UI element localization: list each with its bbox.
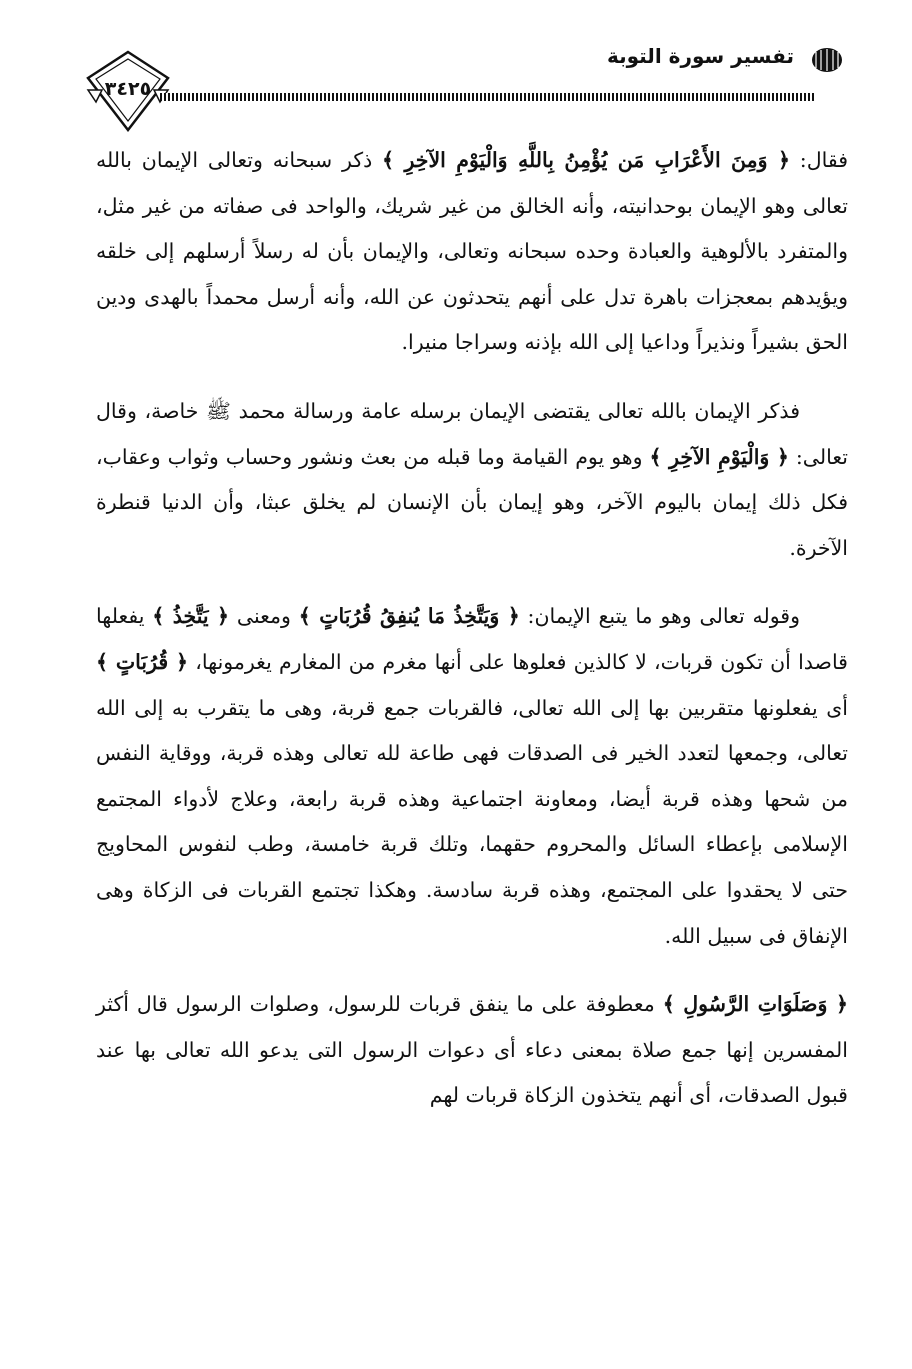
text-segment: أى يفعلونها متقربين بها إلى الله تعالى، فالقربات جمع قربة، وهى ما يتقرب به إلى الله تعالى، وجمعها لتعدد الخير فى الصدقات فهى طاعة لله تعالى وهذه قربة، ووقاية النفس من شحها وهذه قربة أيضا، ومعاونة اجتماعية وهذه قربة رابعة، وعلاج لأدواء المجتمع الإسلامى بإعطاء السائل والمحروم حقهما، وتلك قربة خامسة، وطب لنفوس المحاويج حتى لا يحقدوا على المجتمع، وهذه قربة سادسة. وهكذا تجتمع القربات فى الزكاة وهى الإنفاق فى سبيل الله. bbox=[96, 695, 848, 948]
text-segment: ومعنى bbox=[229, 604, 299, 629]
text-segment: ذكر سبحانه وتعالى الإيمان بالله تعالى وهو الإيمان بوحدانيته، وأنه الخالق من غير شريك، والواحد فى صفاته من غير مثل، والمتفرد بالألوهية والعبادة وحده سبحانه وتعالى، والإيمان بأن له رسلاً أرسلهم إلى خلقه ويؤيدهم بمعجزات باهرة تدل على أنهم يتحدثون عن الله، وأنه أرسل محمداً بالهدى ودين الحق بشيراً ونذيراً وداعيا إلى الله بإذنه وسراجا منيرا. bbox=[96, 148, 848, 355]
quran-quote: ﴿ يَتَّخِذُ ﴾ bbox=[152, 604, 230, 629]
quran-quote: ﴿ وَيَتَّخِذُ مَا يُنفِقُ قُرُبَاتٍ ﴾ bbox=[298, 604, 520, 629]
page-number: ٣٤٢٥ bbox=[104, 78, 152, 100]
quran-quote: ﴿ وَالْيَوْمِ الآخِرِ ﴾ bbox=[649, 444, 789, 469]
quran-quote: ﴿ قُرُبَاتٍ ﴾ bbox=[96, 649, 189, 674]
text-segment: فقال: bbox=[789, 148, 849, 172]
quran-quote: ﴿ وَصَلَوَاتِ الرَّسُولِ ﴾ bbox=[662, 992, 849, 1017]
page-header bbox=[72, 40, 852, 140]
paragraph bbox=[96, 594, 848, 959]
rosette-ornament-icon bbox=[810, 46, 844, 74]
header-rule bbox=[160, 93, 814, 101]
paragraph bbox=[96, 982, 848, 1119]
page-number-badge bbox=[84, 48, 172, 132]
paragraph bbox=[96, 389, 848, 571]
text-segment: يفعلها قاصدا أن تكون قربات، لا كالذين فعلوها على أنها مغرم من المغارم يغرمونها، bbox=[96, 604, 848, 674]
paragraph bbox=[96, 138, 848, 366]
text-segment: فذكر الإيمان بالله تعالى يقتضى الإيمان برسله عامة ورسالة محمد ﷺ خاصة، وقال تعالى: bbox=[96, 398, 848, 469]
text-segment: وهو يوم القيامة وما قبله من بعث ونشور وحساب وثواب وعقاب، فكل ذلك إيمان باليوم الآخر، وهو إيمان بأن الإنسان لم يخلق عبثا، وأن الدنيا قنطرة الآخرة. bbox=[96, 444, 848, 560]
quran-quote: ﴿ وَمِنَ الأَعْرَابِ مَن يُؤْمِنُ بِاللَّهِ وَالْيَوْمِ الآخِرِ ﴾ bbox=[382, 148, 790, 172]
text-segment: وقوله تعالى وهو ما يتبع الإيمان: bbox=[519, 604, 801, 629]
running-title: تفسير سورة التوبة bbox=[606, 44, 794, 68]
text-segment: معطوفة على ما ينفق قربات للرسول، وصلوات الرسول قال أكثر المفسرين إنها جمع صلاة بمعنى دعاء أى دعوات الرسول التى يدعو الله تعالى بها عند قبول الصدقات، أى أنهم يتخذون الزكاة قربات لهم bbox=[96, 992, 848, 1108]
page-body bbox=[96, 138, 848, 1142]
